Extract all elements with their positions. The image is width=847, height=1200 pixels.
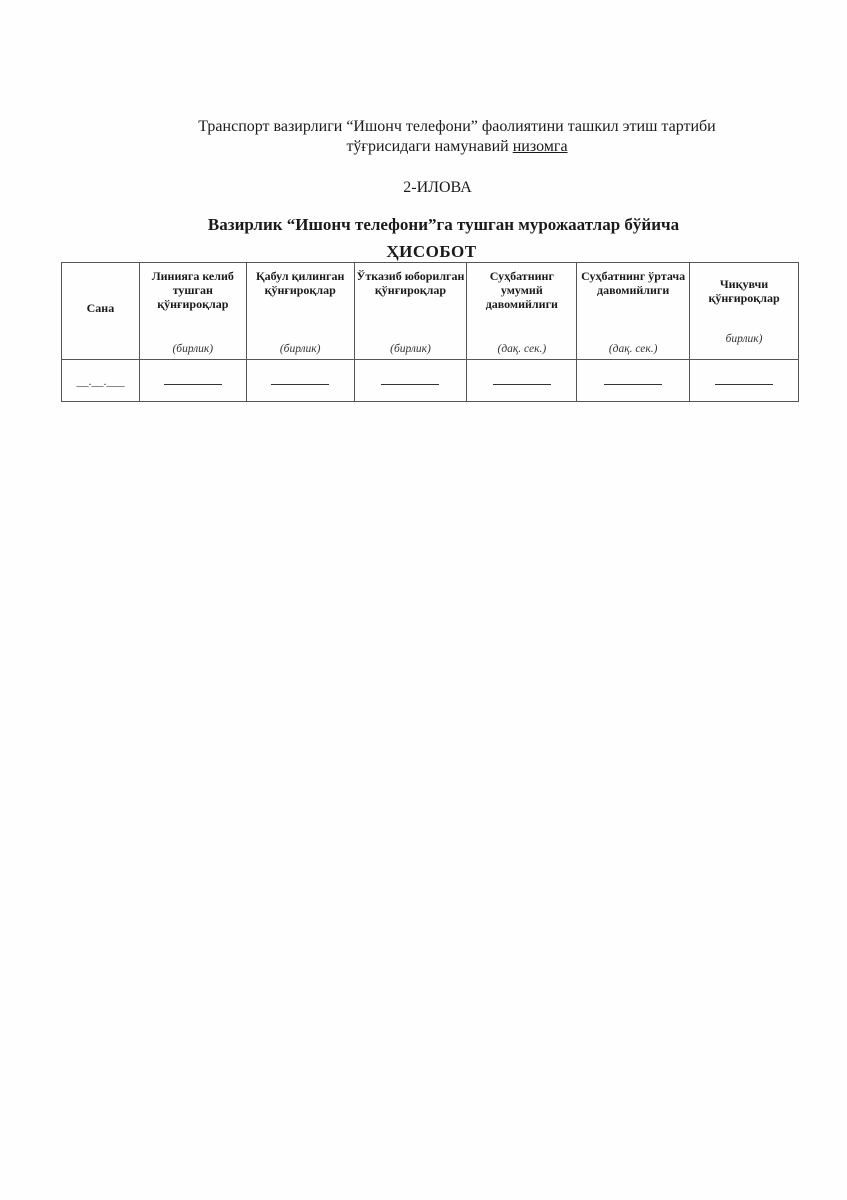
column-header-title: Суҳбатнинг умумий давомийлиги	[485, 269, 558, 311]
annex-number: 2-ИЛОВА	[403, 179, 472, 196]
table-header-row	[62, 263, 799, 360]
column-header-average-duration	[577, 263, 690, 360]
column-header-outgoing-calls	[690, 263, 799, 360]
blank-line	[381, 383, 439, 385]
column-header-unit: (дақ. сек.)	[608, 343, 658, 355]
report-table	[61, 262, 799, 402]
column-header-title: Сана	[86, 301, 115, 315]
total-duration-cell[interactable]	[467, 360, 577, 402]
column-header-unit: (бирлик)	[390, 343, 431, 355]
column-header-unit: (дақ. сек.)	[497, 343, 547, 355]
document-title: Вазирлик “Ишонч телефони”га тушган мурожаатлар бўйича	[207, 215, 680, 234]
column-header-title: Қабул қилинган қўнғироқлар	[255, 269, 345, 297]
column-header-unit: (бирлик)	[172, 343, 214, 355]
annex-reference-prefix: тўғрисидаги намунавий	[346, 138, 513, 155]
outgoing-calls-cell[interactable]	[690, 360, 799, 402]
date-cell[interactable]	[62, 360, 140, 402]
annex-reference-line-1: Транспорт вазирлиги “Ишонч телефони” фаолиятини ташкил этиш тартиби	[198, 118, 716, 135]
column-header-title: Суҳбатнинг ўртача давомийлиги	[581, 269, 686, 297]
incoming-calls-cell[interactable]	[139, 360, 246, 402]
column-header-incoming-calls	[139, 263, 246, 360]
average-duration-cell[interactable]	[577, 360, 690, 402]
column-header-title: Линияга келиб тушган қўнғироқлар	[151, 269, 234, 311]
blank-line	[715, 383, 773, 385]
missed-calls-cell[interactable]	[354, 360, 467, 402]
annex-reference-line-2	[100, 137, 814, 157]
column-header-date	[62, 263, 140, 360]
column-header-total-duration	[467, 263, 577, 360]
column-header-missed-calls	[354, 263, 467, 360]
blank-line	[604, 383, 662, 385]
annex-reference	[100, 117, 814, 157]
date-placeholder: __.__.___	[76, 373, 125, 388]
blank-line	[493, 383, 551, 385]
table-row	[62, 360, 799, 402]
blank-line	[271, 383, 329, 385]
column-header-title: Ўтказиб юборилган қўнғироқлар	[356, 269, 465, 297]
accepted-calls-cell[interactable]	[246, 360, 354, 402]
column-header-unit: бирлик)	[725, 333, 763, 345]
annex-reference-link[interactable]: низомга	[512, 138, 568, 155]
report-heading: ҲИСОБОТ	[386, 242, 477, 261]
blank-line	[164, 383, 222, 385]
column-header-title: Чиқувчи қўнғироқлар	[708, 277, 780, 305]
column-header-unit: (бирлик)	[279, 343, 321, 355]
column-header-accepted-calls	[246, 263, 354, 360]
